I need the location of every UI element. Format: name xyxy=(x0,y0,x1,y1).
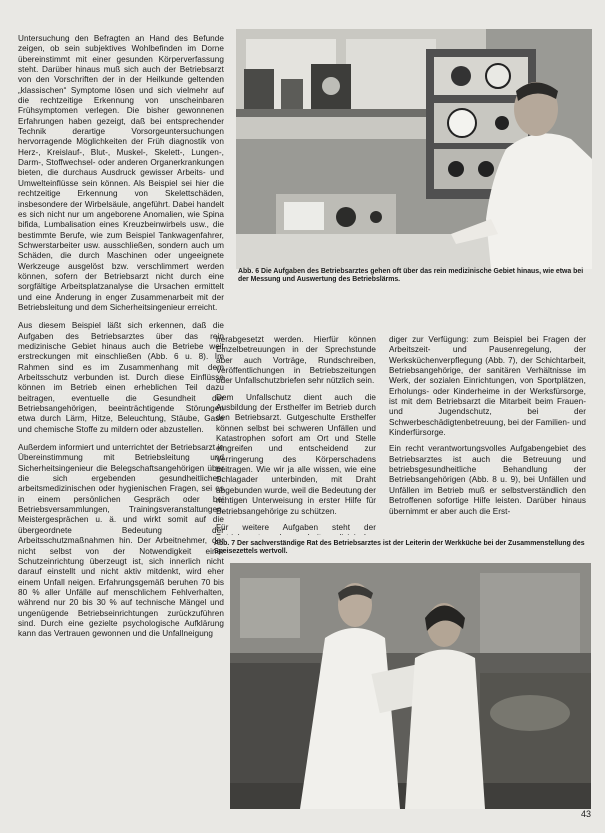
paragraph: Dem Unfallschutz dient auch die Ausbildung der Ersthelfer im Betrieb durch den Betriebsarzt. Gutgeschulte Ersthelfer können selbst bei schweren Unfällen und Katastrophen sofort am Ort und Stelle eingreifen und entscheidend zur Verringerung des Körperschadens beitragen. Wie wir ja alle wissen, wie eine Schlagader unterbinden, mit Draht abgebunden wurde, weil die Bedeutung der richtigen Unterweisung in erster Hilfe für Betriebsangehörige zu schützen. xyxy=(216,392,376,516)
text-column-left xyxy=(18,34,224,824)
paragraph: Aus diesem Beispiel läßt sich erkennen, daß die Aufgaben des Betriebsarztes über das rein medizinische Gebiet hinaus auch die Betriebe weit erstreckungen mit einschließen (Abb. 6 u. 8). Im Rahmen sind es im Zusammenhang mit dem Arbeitsschutz verbunden ist. Durch diese Einflüsse können im Betrieb einen erheblichen Teil dazu beitragen, eventuelle die Gesundheit der Betriebsangehörigen, beeinträchtigende Störungen etwa durch Lärm, Hitze, Beleuchtung, Stäube, Gase und chemische Stoffe zu mildern oder abzustellen. xyxy=(18,321,224,434)
kitchen-consultation-image xyxy=(230,563,591,809)
text-column-right xyxy=(389,335,586,535)
paragraph: herabgesetzt werden. Hierfür können Einzelbetreuungen in der Sprechstunde aber auch Vorträge, Rundschreiben, Veröffentlichungen in Betriebszeitungen oder Unfallschutzbriefen sehr nützlich sein. xyxy=(216,335,376,386)
paragraph: Außerdem informiert und unterrichtet der Betriebsarzt in Übereinstimmung mit Betriebsleitung und Sicherheitsingenieur die Belegschaftsangehörigen über die sich ergebenden gesundheitlichen, arbeitsmedizinischen oder hygienischen Fragen, sei es in einem persönlichen Gespräch oder bei Betriebsversammlungen, Trainingsveranstaltungen, Meistergesprächen u. ä. und wirkt somit auf die übergeordnete Bedeutung der Arbeitsschutzmaßnahmen hin. Der Arbeitnehmer, der nicht selbst von der Notwendigkeit einer Schutzeinrichtung überzeugt ist, sich innerlich nicht darauf einstellt und nicht aktiv mitdenkt, wird eher einem Unfall neigen. Erfahrungsgemäß beruhen 70 bis 80 % aller Unfälle auf menschlichem Fehlverhalten, während nur 20 bis 30 % auf technische Mängel und ungenügende Betriebseinrichtungen zurückzuführen sind. Durch eine gezielte psychologische Aufklärung kann das Vertrauen gewonnen und die Unfallneigung xyxy=(18,443,224,639)
figure-7-caption: Abb. 7 Der sachverständige Rat des Betriebsarztes ist der Leiterin der Werkküche bei der Zusammenstellung des Speisezettels wertvoll. xyxy=(214,540,585,556)
paragraph: Für weitere Aufgaben steht der xyxy=(216,522,376,532)
lab-equipment-image xyxy=(236,29,592,269)
page-number: 43 xyxy=(580,809,591,819)
paragraph: Untersuchung den Befragten an Hand des Befunde zeigen, ob sein subjektives Wohlbefinden im Dorne übereinstimmt mit einer gesunden Körperverfassung steht. Darüber hinaus muß sich auch der Betriebsarzt von den Vorschriften der in der Heilkunde geltenden „klassischen“ Symptome lösen und sich vielmehr auf die rechtzeitige Erkennung von unscheinbaren Frühsymptomen verlegen. Die bisher gewonnenen Erfahrungen haben gezeigt, daß bei entsprechender Technik derartige Vorsorgeuntersuchungen hervorragende Möglichkeiten der Früh diagnostik von Herz-, Kreislauf-, Blut-, Muskel-, Skelett-, Lungen-, Darm-, Stoffwechsel- oder anderen Organerkrankungen bieten, die durchaus Ausdruck gewisser Arbeits- und Umwelteinflüsse sein können. Als Beispiel sei hier die rechtzeitige Erkennung von Skelettschäden, insbesondere der Wirbelsäule, angeführt. Dabei handelt es sich nicht nur um angeborene Anomalien, wie Spina bifida, Lumbalisation eines Kreuzbeinwirbels usw., die bestimmte Berufe, wie zum Beispiel Tankwagenfahrer, Schwerstarbeiter usw. ausschließen, sondern auch um Schäden, die durch Maschinen oder ungeeignete Werkzeuge ausgelöst bzw. verschlimmert werden können, sofern der Betriebsarzt nicht durch eine sorgfältige Arbeitsplatzanalyse die Ursachen ermittelt und eine Änderung in enger Zusammenarbeit mit der Betriebsleitung und dem Sicherheitsingenieur erreicht. xyxy=(18,34,224,312)
paragraph: Ein recht verantwortungsvolles Aufgabengebiet des Betriebsarztes ist auch die Betreuung und betriebsgesundheitliche Behandlung der Betriebsangehörigen (Abb. 8 u. 9), bei Unfällen und Unfällen im Betrieb muß er selbstverständlich den Betroffenen sofortige Hilfe leisten. Darüber hinaus übernimmt er aber auch die Erst- xyxy=(389,444,586,516)
text-column-middle xyxy=(216,335,376,535)
figure-7-photo xyxy=(230,563,591,809)
figure-6-photo xyxy=(236,29,592,269)
figure-6-caption: Abb. 6 Die Aufgaben des Betriebsarztes gehen oft über das rein medizinische Gebiet hinaus, wie etwa bei der Messung und Auswertung des Betriebslärms. xyxy=(238,268,584,284)
paragraph: diger zur Verfügung: zum Beispiel bei Fragen der Arbeitszeit- und Pausenregelung, der Werksküchenverpflegung (Abb. 7), der Schichtarbeit, Betriebsangehörige, der sanitären Verhältnisse im Werk, der sozialen Einrichtungen, von Sportplätzen, Erholungs- oder Kinderheime in der Werksfürsorge, ist mit dem Betriebsarzt die Mitarbeit beim Frauen- und Jugendschutz, bei der Schwerbeschädigtenbetreuung, bei der Familien- und Kinderfürsorge. xyxy=(389,335,586,438)
